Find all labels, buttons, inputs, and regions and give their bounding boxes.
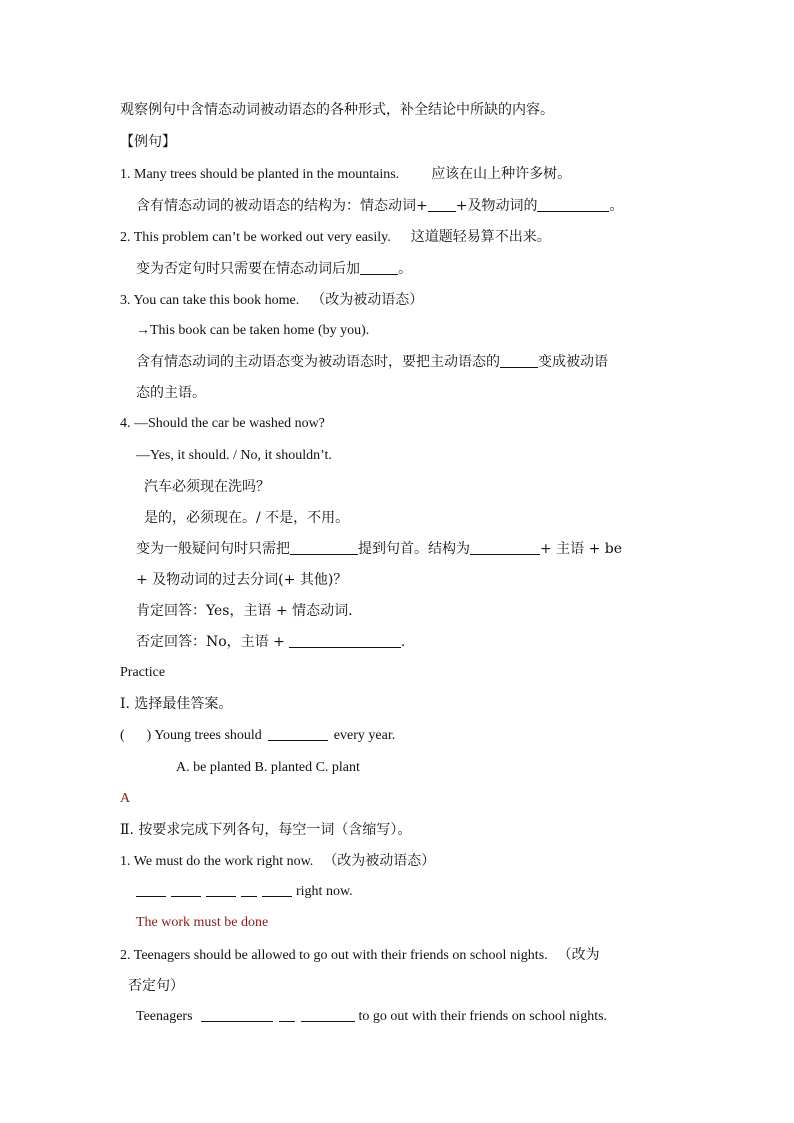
example-3-sentence: 3. You can take this book home.: [120, 293, 300, 308]
examples-header: 【例句】: [120, 134, 176, 150]
practice-title: Practice: [120, 665, 166, 680]
blank[interactable]: [360, 260, 398, 275]
example-2-sentence: 2. This problem can’t be worked out very easily.: [120, 230, 391, 245]
section-2-question-2: 2. Teenagers should be allowed to go out with their friends on school nights. （改为: [120, 947, 600, 963]
example-1-translation: 应该在山上种许多树。: [431, 166, 572, 182]
example-2-translation: 这道题轻易算不出来。: [410, 229, 551, 245]
example-4-translation-a: 是的，必须现在。/ 不是，不用。: [144, 510, 350, 526]
section-2-question-2-blanks: Teenagers to go out with their friends on school nights.: [136, 1009, 608, 1024]
blank[interactable]: [136, 882, 166, 897]
example-1-sentence: 1. Many trees should be planted in the mountains.: [120, 167, 400, 182]
example-4-no-rule: 否定回答：No，主语 + .: [136, 634, 406, 650]
blank[interactable]: [500, 353, 538, 368]
example-3-rule: 含有情态动词的主动语态变为被动语态时，要把主动语态的 变成被动语: [136, 354, 608, 370]
example-3: [120, 290, 423, 311]
blank[interactable]: [289, 633, 401, 648]
section-1-question: ( ) Young trees should every year.: [120, 728, 396, 743]
blank[interactable]: [206, 882, 236, 897]
example-4-answers: —Yes, it should. / No, it shouldn’t.: [136, 448, 332, 463]
section-1-answer: A: [120, 791, 131, 806]
example-3-rule-cont: 态的主语。: [136, 385, 206, 401]
blank[interactable]: [201, 1007, 273, 1022]
blank[interactable]: [428, 197, 456, 212]
example-2: [120, 227, 551, 248]
blank[interactable]: [171, 882, 201, 897]
example-1: [120, 164, 571, 185]
blank[interactable]: [279, 1007, 295, 1022]
example-4-rule-cont: + 及物动词的过去分词(+ 其他)？: [136, 572, 348, 588]
blank[interactable]: [241, 882, 257, 897]
blank[interactable]: [301, 1007, 355, 1022]
blank[interactable]: [262, 882, 292, 897]
blank[interactable]: [537, 197, 609, 212]
blank[interactable]: [268, 726, 328, 741]
section-2-answer-1: The work must be done: [136, 915, 269, 930]
example-4-rule: 变为一般疑问句时只需把 提到句首。结构为 + 主语 + be: [136, 541, 623, 557]
section-2-question-1: 1. We must do the work right now. （改为被动语态）: [120, 853, 436, 869]
example-3-note: （改为被动语态）: [311, 292, 424, 308]
blank[interactable]: [290, 540, 358, 555]
section-2-title: Ⅱ. 按要求完成下列各句，每空一词（含缩写）。: [120, 822, 412, 838]
example-1-rule: 含有情态动词的被动语态的结构为：情态动词+ +及物动词的 。: [136, 198, 624, 214]
example-2-rule: 变为否定句时只需要在情态动词后加 。: [136, 261, 412, 277]
example-4-yes-rule: 肯定回答：Yes，主语 + 情态动词.: [136, 603, 353, 619]
blank[interactable]: [470, 540, 540, 555]
section-2-question-2-note: 否定句）: [128, 978, 184, 994]
example-3-answer: →This book can be taken home (by you).: [136, 323, 370, 338]
example-4-question: 4. —Should the car be washed now?: [120, 416, 325, 431]
section-2-question-1-blanks: right now.: [136, 882, 353, 902]
section-1-options: A. be planted B. planted C. plant: [176, 760, 360, 775]
section-1-title: Ⅰ. 选择最佳答案。: [120, 696, 233, 712]
example-4-translation-q: 汽车必须现在洗吗？: [144, 479, 270, 495]
intro-instruction: 观察例句中含情态动词被动语态的各种形式，补全结论中所缺的内容。: [120, 102, 554, 118]
